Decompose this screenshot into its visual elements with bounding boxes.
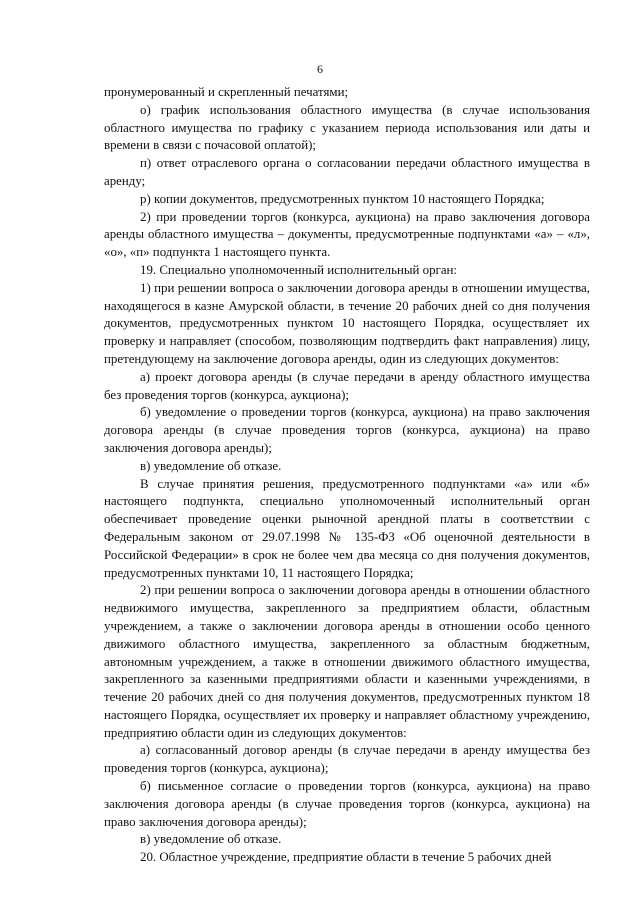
paragraph: в) уведомление об отказе. (140, 832, 282, 847)
paragraph: В случае принятия решения, предусмотренного подпунктами «а» или «б» настоящего подпункта, специально уполномоченный исполнительный орган обеспечивает проведение оценки рыночной арендной платы в соответствии с Федеральным законом от 29.07.1998 № 135-ФЗ «Об оценочной деятельности в Российской Федерации» в срок не более чем два месяца со дня получения документов, предусмотренных пунктами 10, 11 настоящего Порядка; (104, 476, 590, 580)
paragraph: р) копии документов, предусмотренных пунктом 10 настоящего Порядка; (140, 191, 545, 206)
paragraph: а) согласованный договор аренды (в случае передачи в аренду имущества без проведения торгов (конкурса, аукциона); (104, 743, 590, 776)
page-number: 6 (317, 62, 323, 76)
document-body (104, 84, 590, 867)
paragraph: 1) при решении вопроса о заключении договора аренды в отношении имущества, находящегося в казне Амурской области, в течение 20 рабочих дней со дня получения документов, предусмотренных пунктом 10 настоящего Порядка, осуществляет их проверку и направляет (способом, позволяющим подтвердить факт направления) лицу, претендующему на заключение договора аренды, один из следующих документов: (104, 280, 590, 366)
paragraph: б) письменное согласие о проведении торгов (конкурса, аукциона) на право заключения договора аренды (в случае проведения торгов (конкурса, аукциона) на право заключения договора аренды); (104, 779, 590, 829)
paragraph: б) уведомление о проведении торгов (конкурса, аукциона) на право заключения договора аренды (в случае проведения торгов (конкурса, аукциона) на право заключения договора аренды); (104, 405, 590, 455)
paragraph: 2) при проведении торгов (конкурса, аукциона) на право заключения договора аренды областного имущества – документы, предусмотренные подпунктами «а» – «л», «о», «п» подпункта 1 настоящего пункта. (104, 209, 590, 260)
paragraph: 20. Областное учреждение, предприятие области в течение 5 рабочих дней (140, 850, 552, 865)
paragraph: а) проект договора аренды (в случае передачи в аренду областного имущества без проведения торгов (конкурса, аукциона); (104, 369, 590, 402)
paragraph: 2) при решении вопроса о заключении договора аренды в отношении областного недвижимого имущества, закрепленного за предприятием области, областным учреждением, а также о заключении договора аренды в отношении особо ценного движимого областного имущества, закрепленного за областным бюджетным, автономным учреждением, а также в отношении движимого областного имущества, закрепленного за казенными предприятиями области и казенными учреждениями, в течение 20 рабочих дней со дня получения документов, предусмотренных пунктом 18 настоящего Порядка, осуществляет их проверку и направляет областному учреждению, предприятию области один из следующих документов: (104, 583, 590, 740)
paragraph: пронумерованный и скрепленный печатями; (104, 85, 349, 99)
paragraph: п) ответ отраслевого органа о согласовании передачи областного имущества в аренду; (104, 156, 590, 188)
paragraph: 19. Специально уполномоченный исполнительный орган: (140, 262, 458, 277)
paragraph: в) уведомление об отказе. (140, 458, 282, 473)
paragraph: о) график использования областного имущества (в случае использования областного имущества по графику с указанием периода использования или даты и времени в связи с почасовой оплатой); (104, 102, 590, 153)
